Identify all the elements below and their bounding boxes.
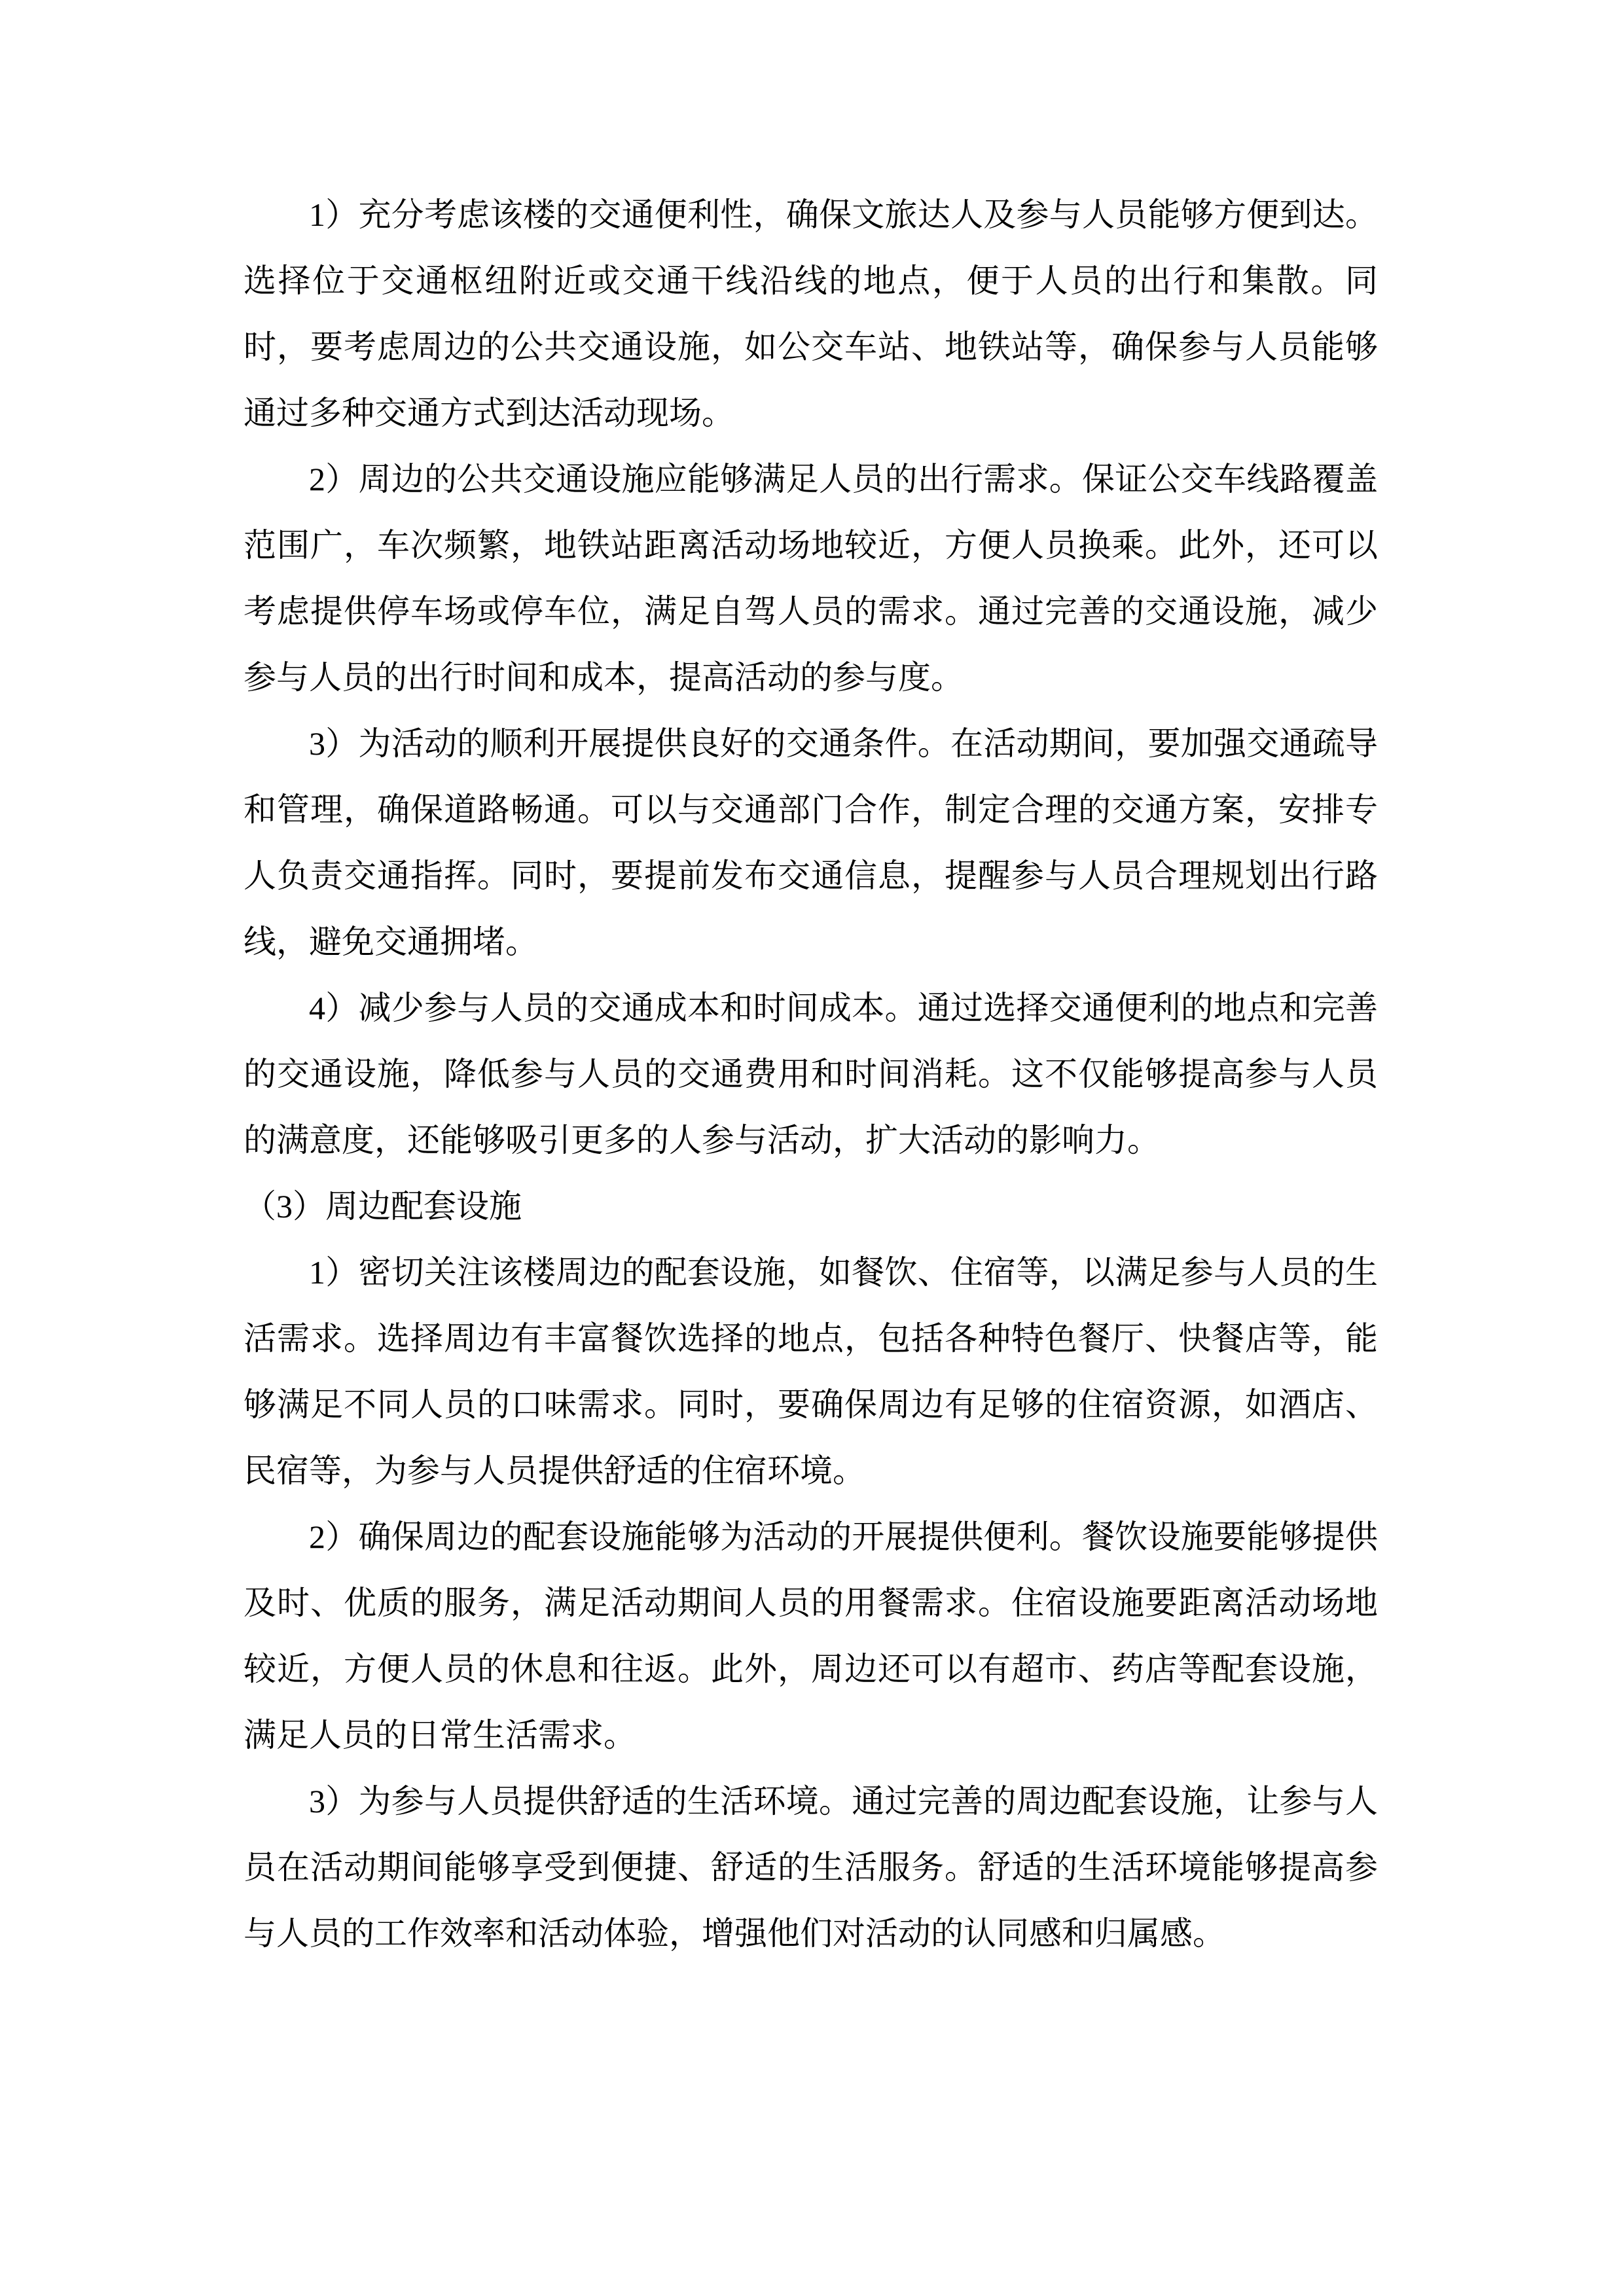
paragraph: [244, 1504, 1378, 1768]
paragraph: [244, 711, 1378, 975]
text-line: 选择位于交通枢纽附近或交通干线沿线的地点，便于人员的出行和集散。同: [244, 262, 1378, 299]
text-line: 考虑提供停车场或停车位，满足自驾人员的需求。通过完善的交通设施，减少: [244, 593, 1378, 630]
text-line: 2）确保周边的配套设施能够为活动的开展提供便利。餐饮设施要能够提供: [309, 1518, 1378, 1555]
text-line: 线，避免交通拥堵。: [244, 924, 538, 960]
text-line: 4）减少参与人员的交通成本和时间成本。通过选择交通便利的地点和完善: [309, 990, 1378, 1026]
text-line: 通过多种交通方式到达活动现场。: [244, 395, 734, 431]
section-heading: [244, 1174, 1378, 1240]
paragraph: [244, 1768, 1378, 1967]
text-line: 的满意度，还能够吸引更多的人参与活动，扩大活动的影响力。: [244, 1122, 1160, 1158]
text-line: 的交通设施，降低参与人员的交通费用和时间消耗。这不仅能够提高参与人员: [244, 1056, 1378, 1092]
text-line: 1）充分考虑该楼的交通便利性，确保文旅达人及参与人员能够方便到达。: [309, 196, 1378, 233]
paragraph: [244, 182, 1378, 446]
text-line: 民宿等，为参与人员提供舒适的住宿环境。: [244, 1452, 865, 1489]
paragraph: [244, 975, 1378, 1174]
text-line: 3）为参与人员提供舒适的生活环境。通过完善的周边配套设施，让参与人: [309, 1783, 1378, 1820]
text-line: 2）周边的公共交通设施应能够满足人员的出行需求。保证公交车线路覆盖: [309, 461, 1378, 497]
text-line: 与人员的工作效率和活动体验，增强他们对活动的认同感和归属感。: [244, 1915, 1225, 1952]
text-line: 较近，方便人员的休息和往返。此外，周边还可以有超市、药店等配套设施，: [244, 1651, 1378, 1687]
text-line: 1）密切关注该楼周边的配套设施，如餐饮、住宿等，以满足参与人员的生: [309, 1254, 1378, 1291]
paragraph: [244, 446, 1378, 711]
text-line: 满足人员的日常生活需求。: [244, 1717, 636, 1753]
text-line: 及时、优质的服务，满足活动期间人员的用餐需求。住宿设施要距离活动场地: [244, 1585, 1378, 1621]
text-line: 3）为活动的顺利开展提供良好的交通条件。在活动期间，要加强交通疏导: [309, 725, 1378, 762]
text-line: 时，要考虑周边的公共交通设施，如公交车站、地铁站等，确保参与人员能够: [244, 329, 1378, 365]
heading-text-line: （3）周边配套设施: [244, 1188, 522, 1225]
text-line: 和管理，确保道路畅通。可以与交通部门合作，制定合理的交通方案，安排专: [244, 791, 1378, 828]
document-body: [244, 182, 1378, 1967]
text-line: 参与人员的出行时间和成本，提高活动的参与度。: [244, 659, 964, 696]
text-line: 够满足不同人员的口味需求。同时，要确保周边有足够的住宿资源，如酒店、: [244, 1386, 1378, 1423]
text-line: 员在活动期间能够享受到便捷、舒适的生活服务。舒适的生活环境能够提高参: [244, 1849, 1378, 1886]
text-line: 活需求。选择周边有丰富餐饮选择的地点，包括各种特色餐厅、快餐店等，能: [244, 1320, 1378, 1357]
paragraph: [244, 1240, 1378, 1504]
text-line: 人负责交通指挥。同时，要提前发布交通信息，提醒参与人员合理规划出行路: [244, 857, 1378, 894]
text-line: 范围广，车次频繁，地铁站距离活动场地较近，方便人员换乘。此外，还可以: [244, 527, 1378, 564]
